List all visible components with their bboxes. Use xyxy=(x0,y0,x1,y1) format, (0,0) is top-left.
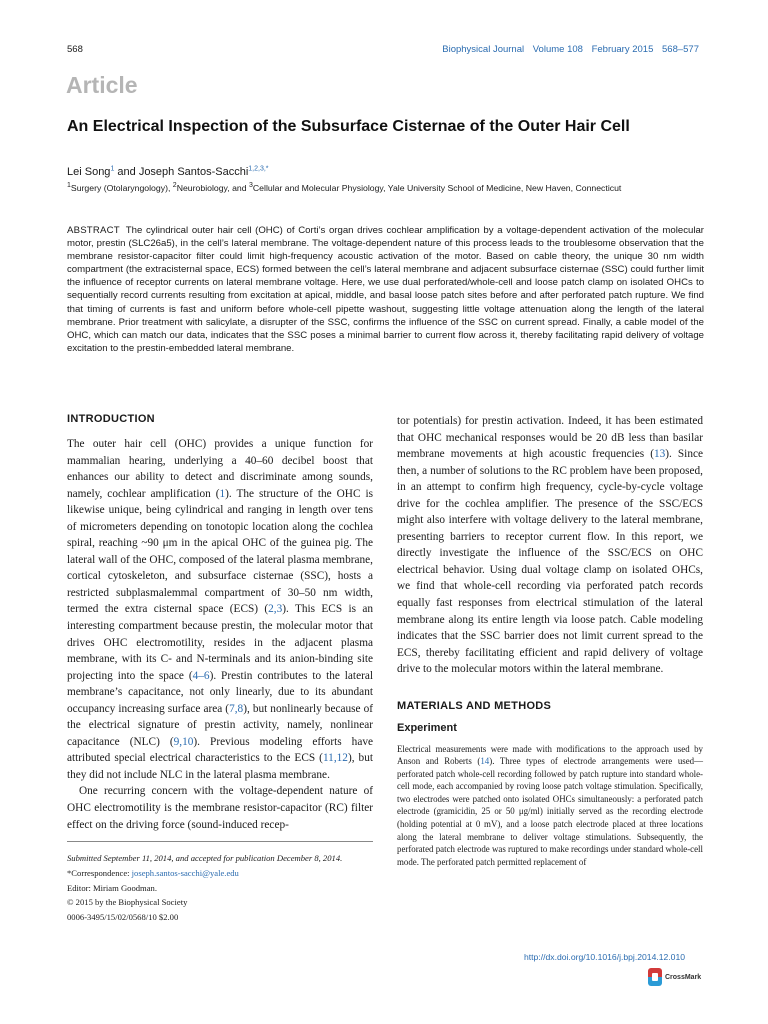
affiliation-ref[interactable]: 1 xyxy=(110,165,115,173)
affiliation-text: Cellular and Molecular Physiology, Yale University School of Medicine, New Haven, Connecticut xyxy=(252,183,622,193)
article-title: An Electrical Inspection of the Subsurface Cisternae of the Outer Hair Cell xyxy=(67,118,630,135)
citation-link[interactable]: 11,12 xyxy=(322,752,348,765)
correspondence xyxy=(67,867,373,879)
abstract-label: ABSTRACT xyxy=(67,225,120,236)
left-column xyxy=(67,413,373,833)
text-run: ). Since then, a number of solutions to the RC problem have been proposed, in an attempt to confirm high frequency, cycle-by-cycle voltage drive for the cochlea amplifier. The presence of the SSC/ECS might also interfere with voltage delivery to the lateral membrane, presenting barriers to receptor current flow. In this report, we directly investigate the influence of the SSC/ECS on OHC electrical behavior. Using dual voltage clamp on isolated OHCs, we find that whole-cell recording via perforated patch records equally fast responses from electrical stimulation of the lateral membrane along its entire length via loose patch. Cable modeling indicates that the SSC barrier does not limit current spread to the ECS, thereby facilitating efficient and rapid delivery of voltage drive to the molecular motors within the lateral membrane. xyxy=(397,448,703,676)
journal-name[interactable]: Biophysical Journal xyxy=(442,44,525,55)
affiliation-marker: 1 xyxy=(67,182,71,190)
body-paragraph: One recurring concern with the voltage-dependent nature of OHC electromotility is the membrane resistor-capacitor (RC) filter effect on the driving force (sound-induced recep- xyxy=(67,785,373,831)
abstract xyxy=(67,224,704,355)
author-name: Lei Song xyxy=(67,166,111,178)
author-name: Joseph Santos-Sacchi xyxy=(138,166,249,178)
article-type-label: Article xyxy=(66,72,138,98)
crossmark-icon xyxy=(648,968,662,986)
journal-date: February 2015 xyxy=(591,44,654,55)
body-paragraph xyxy=(397,413,703,678)
affiliation-marker: 2 xyxy=(172,182,177,190)
text-run: ). Three types of electrode arrangements were used—perforated patch whole-cell recording followed by patch rupture into standard whole-cell mode, each accompanied by roving loose patch voltage stimulation. Specifically, two electrodes were patched onto isolated OHCs simultaneously: a perforated patch electrode (gramicidin, 25 or 50 μg/ml) initially served as the recording electrode (holding potential at 0 mV), and a loose patch electrode placed at three locations along the lateral membrane to deliver voltage stimulations. Subsequently, the perforated patch electrode was ruptured to make recordings under standard whole-cell mode. The perforated patch permitted replacement of xyxy=(397,756,703,867)
body-paragraph xyxy=(397,743,703,868)
text-run: The outer hair cell (OHC) provides a unique function for mammalian hearing, underlying a 40–60 decibel boost that enhances our ability to detect and discriminate among sounds, namely, cochlear amplification ( xyxy=(67,438,373,500)
citation-link[interactable]: 9,10 xyxy=(173,735,194,748)
text-run: tor potentials) for prestin activation. Indeed, it has been estimated that OHC mechanical responses would be 20 dB less than basilar membrane movements at high acoustic frequencies ( xyxy=(397,415,703,461)
issn: 0006-3495/15/02/0568/10 $2.00 xyxy=(67,912,179,923)
section-heading-methods: MATERIALS AND METHODS xyxy=(397,699,552,712)
citation-link[interactable]: 4–6 xyxy=(192,669,210,682)
text-run: Electrical measurements were made with modifications to the approach used by Anson and Roberts ( xyxy=(397,743,703,767)
author-connector: and xyxy=(114,166,139,178)
journal-info xyxy=(436,44,699,55)
journal-pages: 568–577 xyxy=(662,44,699,55)
doi-link[interactable]: http://dx.doi.org/10.1016/j.bpj.2014.12.010 xyxy=(524,952,686,962)
citation-link[interactable]: 2,3 xyxy=(268,603,283,616)
citation-link[interactable]: 14 xyxy=(480,756,490,767)
correspondence-email-link[interactable]: joseph.santos-sacchi@yale.edu xyxy=(131,867,239,878)
body-paragraph xyxy=(67,436,373,783)
author-list xyxy=(67,166,269,178)
editor-note: Editor: Miriam Goodman. xyxy=(67,882,157,893)
abstract-text: The cylindrical outer hair cell (OHC) of Corti’s organ drives cochlear amplification by a voltage-dependent activation of the molecular motor, prestin (SLC26a5), in the cell’s lateral membrane. The voltage-dependent nature of this process leads to the troublesome observation that the membrane resistor-capacitor filter could limit high-frequency acoustic activation of the motor. Based on cable theory, the unique 30 nm width compartment (the extracisternal space, ECS) formed between the cell’s lateral membrane and adjacent subsurface cisternae (SSC) could further limit the influence of receptor currents on lateral membrane voltage. Here, we use dual perforated/whole-cell and loose patch clamp on isolated OHCs to sequentially record currents resulting from excitation at apical, middle, and basal loose patch sites before and after perforated patch rupture. We find that timing of currents is fast and uniform before whole-cell pipette washout, suggesting little voltage attenuation along the length of the lateral membrane. Prior treatment with salicylate, a disrupter of the SSC, confirms the influence of the SSC on current spread. Finally, a cable model of the OHC, which can match our data, indicates that the SSC poses a minimal barrier to current flow across it, thereby facilitating rapid delivery of voltage excitation to the prestin-embedded lateral membrane. xyxy=(67,225,704,354)
copyright: © 2015 by the Biophysical Society xyxy=(67,897,188,908)
affiliation-text: Neurobiology, and xyxy=(176,183,249,193)
crossmark-logo[interactable] xyxy=(648,965,708,989)
text-run: ), but they did not include NLC in the lateral plasma membrane. xyxy=(67,752,373,781)
text-run: ). This ECS is an interesting compartment because prestin, the molecular motor that drives OHC electromotility, resides in the adjacent plasma membrane, with its C- and N-terminals and its anion-binding site projecting into the space ( xyxy=(67,603,374,682)
text-run: ). Prestin contributes to the lateral membrane’s capacitance, not only linearly, due to its abundant occupancy increasing surface area ( xyxy=(67,669,374,715)
submission-dates: Submitted September 11, 2014, and accepted for publication December 8, 2014. xyxy=(67,853,343,863)
correspondence-label: *Correspondence: xyxy=(67,867,132,878)
journal-volume: Volume 108 xyxy=(532,44,583,55)
affiliations xyxy=(67,182,707,194)
footnotes xyxy=(67,841,373,926)
crossmark-label: CrossMark xyxy=(665,973,702,981)
text-run: ), but nonlinearly because of the electrical signature of prestin activity, namely, nonlinear capacitance (NLC) ( xyxy=(67,702,373,748)
citation-link[interactable]: 7,8 xyxy=(229,702,244,715)
citation-link[interactable]: 13 xyxy=(653,448,666,461)
section-heading-introduction: INTRODUCTION xyxy=(67,413,155,425)
text-run: ). Previous modeling efforts have attributed special electrical characteristics to the ECS ( xyxy=(67,735,373,765)
affiliation-text: Surgery (Otolaryngology), xyxy=(70,183,173,193)
text-run: ). The structure of the OHC is likewise unique, being cylindrical and ranging in length over tens of micrometers depending on tonotopic location along the cochlea spiral, reaching ~90 μm in the apical OHC of the guinea pig. The lateral wall of the OHC, composed of the lateral plasma membrane, cortical cytoskeleton, and subsurface cisternae (SSC), hosts a restricted subplasmalemmal compartment of 30–50 nm width, termed the extra cisternal space (ECS) ( xyxy=(67,487,373,616)
affiliation-marker: 3 xyxy=(249,182,253,190)
right-column xyxy=(397,413,703,868)
subsection-heading-experiment: Experiment xyxy=(397,721,457,734)
affiliation-ref[interactable]: 1,2,3,* xyxy=(248,165,269,173)
page-number: 568 xyxy=(67,44,83,55)
citation-link[interactable]: 1 xyxy=(219,487,226,500)
